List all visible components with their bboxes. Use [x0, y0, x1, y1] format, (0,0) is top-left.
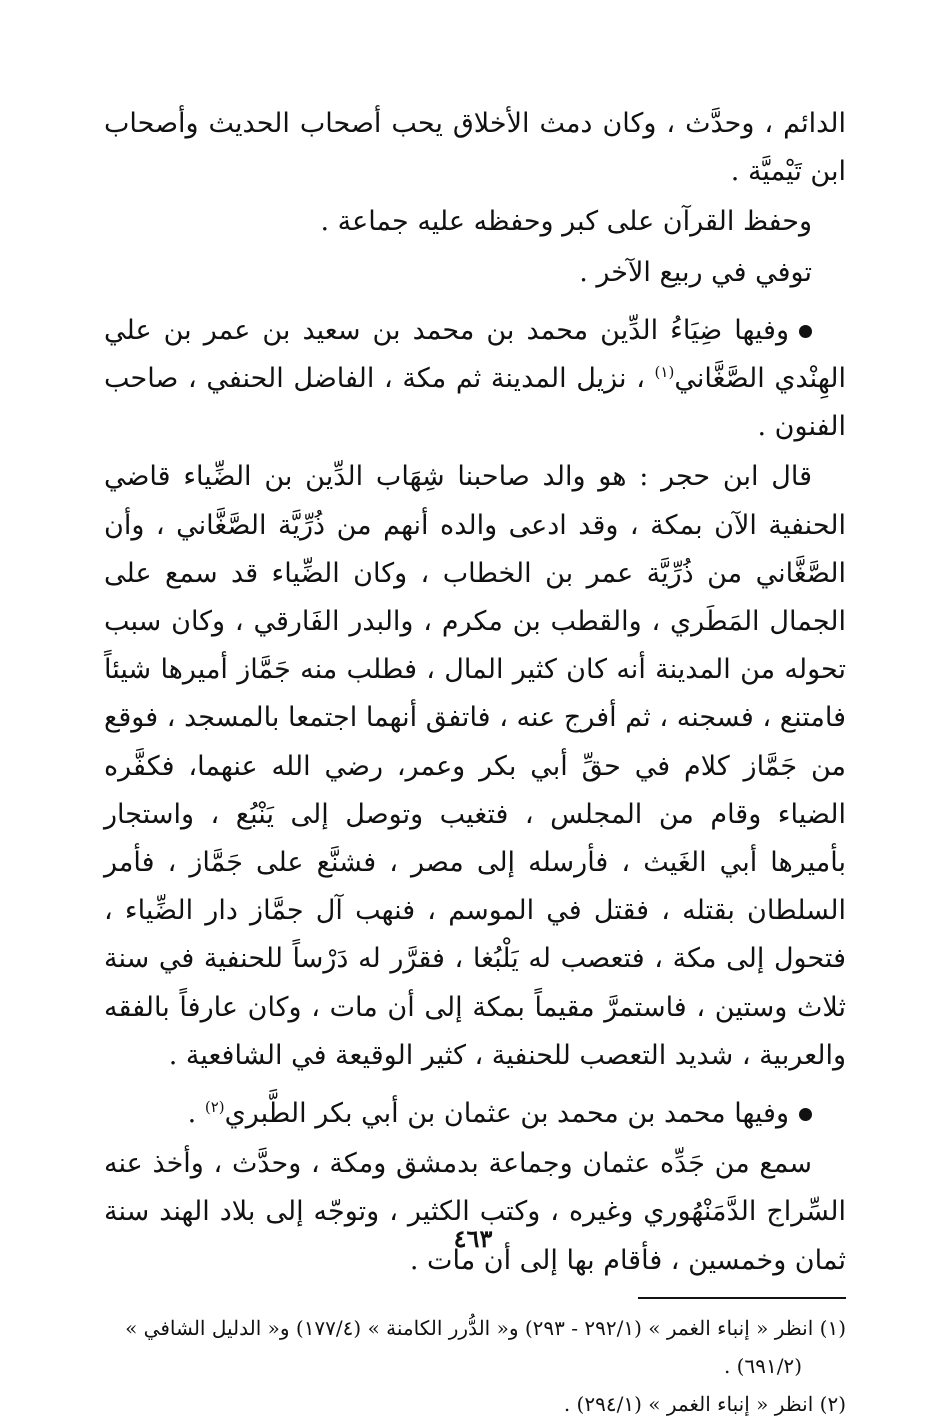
footnote-2: (٢) انظر « إنباء الغمر » (٢٩٤/١) .: [563, 1391, 846, 1416]
entry-1-heading: [104, 307, 846, 452]
entry-1-tail: ، نزيل المدينة ثم مكة ، الفاضل الحنفي ، صاحب الفنون .: [104, 363, 846, 443]
footnote-divider: [638, 1297, 846, 1299]
bullet-icon: [799, 1108, 812, 1121]
entry-2-name: وفيها محمد بن محمد بن عثمان بن أبي بكر الطَّبري: [224, 1098, 789, 1130]
footnotes: [104, 1309, 846, 1423]
footnote-1: (١) انظر « إنباء الغمر » (٢٩٢/١ - ٢٩٣) و« الدُّرر الكامنة » (١٧٧/٤) و« الدليل الشافي »: [125, 1315, 846, 1340]
bullet-icon: [799, 325, 812, 338]
entry-1-body: قال ابن حجر : هو والد صاحبنا شِهَاب الدِّين بن الضِّياء قاضي الحنفية الآن بمكة ، وقد ادعى والده أنهم من ذُرِّيَّة الصَّغَّاني ، وأن الصَّغَّاني من ذُرِّيَّة عمر بن الخطاب ، وكان الضِّياء قد سمع على الجمال المَطَري ، والقطب بن مكرم ، والبدر الفَارقي ، وكان سبب تحوله من المدينة أنه كان كثير المال ، فطلب منه جَمَّاز أميرها شيئاً فامتنع ، فسجنه ، ثم أفرج عنه ، فاتفق أنهما اجتمعا بالمسجد ، فوقع من جَمَّاز كلام في حقِّ أبي بكر وعمر، رضي الله عنهما، فكفَّره الضياء وقام من المجلس ، فتغيب وتوصل إلى يَنْبُع ، واستجار بأميرها أبي الغَيث ، فأرسله إلى مصر ، فشنَّع على جَمَّاز ، فأمر السلطان بقتله ، فقتل في الموسم ، فنهب آل جمَّاز دار الضِّياء ، فتحول إلى مكة ، فتعصب له يَلْبُغا ، فقرَّر له دَرْساً للحنفية في سنة ثلاث وستين ، فاستمرَّ مقيماً بمكة إلى أن مات ، وكان عارفاً بالفقه والعربية ، شديد التعصب للحنفية ، كثير الوقيعة في الشافعية .: [104, 461, 846, 1071]
paragraph-1: الدائم ، وحدَّث ، وكان دمث الأخلاق يحب أصحاب الحديث وأصحاب ابن تَيْميَّة .: [104, 108, 846, 188]
footnote-ref-1: (١): [654, 363, 675, 382]
entry-1-name: وفيها ضِيَاءُ الدِّين محمد بن محمد بن سعيد بن عمر بن علي الهِنْدي الصَّغَّاني: [104, 314, 846, 395]
entry-2-heading: [104, 1090, 846, 1138]
page-number: ٤٦٣: [453, 1224, 493, 1253]
paragraph-2: وحفظ القرآن على كبر وحفظه عليه جماعة .: [320, 206, 812, 238]
footnote-ref-2: (٢): [204, 1098, 225, 1117]
main-text: [104, 100, 846, 1285]
paragraph-3: توفي في ربيع الآخر .: [579, 256, 812, 288]
entry-2-body: سمع من جَدِّه عثمان وجماعة بدمشق ومكة ، وحدَّث ، وأخذ عنه السِّراج الدَّمَنْهُوري وغيره ، وكتب الكثير ، وتوجّه إلى بلاد الهند سنة ثمان وخمسين ، فأقام بها إلى أن مات .: [104, 1148, 846, 1276]
entry-2-tail: .: [187, 1098, 197, 1130]
footnote-1-continuation: (٦٩١/٢) .: [723, 1353, 802, 1378]
